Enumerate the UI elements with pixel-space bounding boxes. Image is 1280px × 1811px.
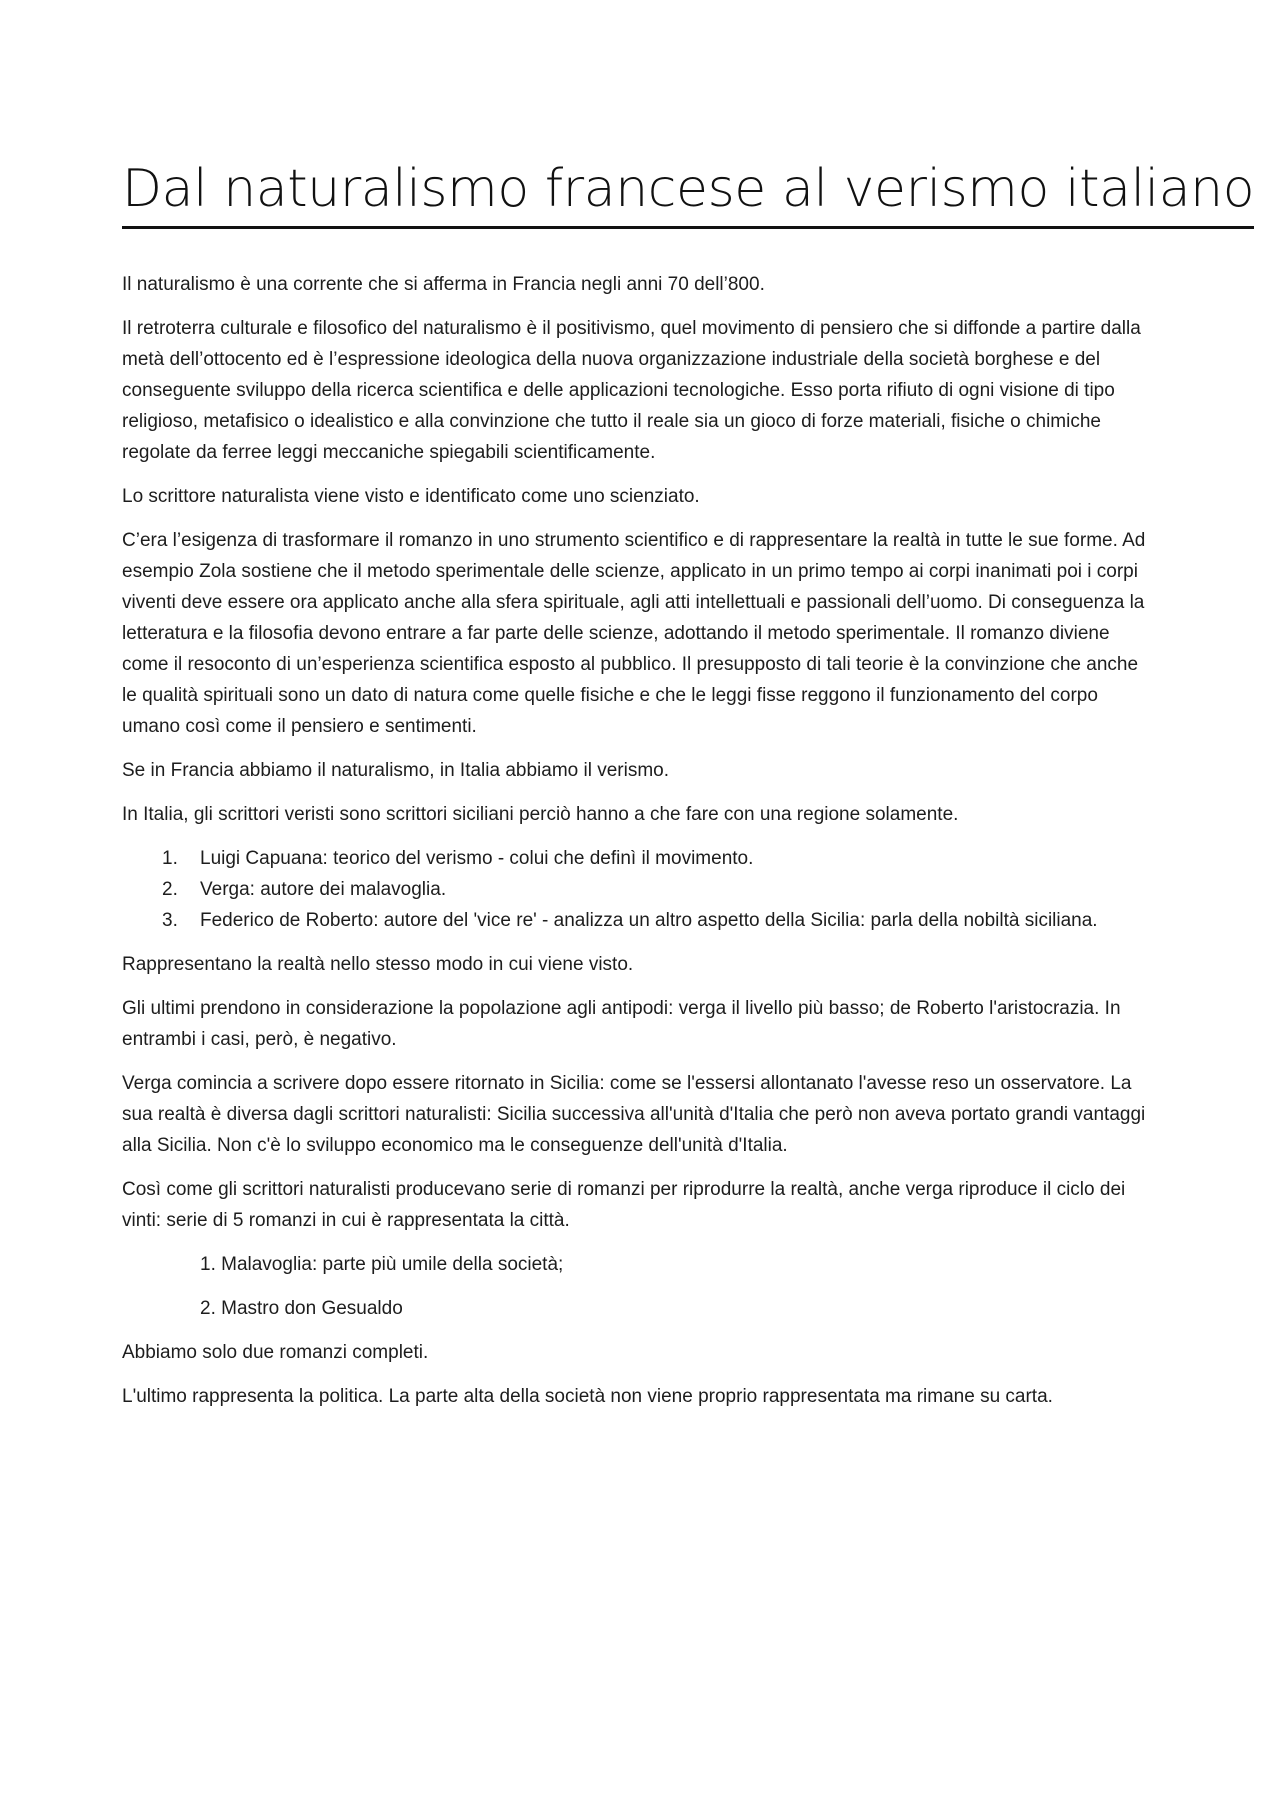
list-item-text: Luigi Capuana: teorico del verismo - colui che definì il movimento.: [200, 848, 754, 869]
paragraph: Abbiamo solo due romanzi completi.: [122, 1342, 429, 1363]
paragraph: Il naturalismo è una corrente che si afferma in Francia negli anni 70 dell’800.: [122, 274, 765, 295]
paragraph: In Italia, gli scrittori veristi sono scrittori siciliani perciò hanno a che fare con una regione solamente.: [122, 804, 959, 825]
paragraph: Lo scrittore naturalista viene visto e identificato come uno scienziato.: [122, 486, 700, 507]
list-item-text: Federico de Roberto: autore del 'vice re' - analizza un altro aspetto della Sicilia: parla della nobiltà siciliana.: [200, 910, 1098, 931]
list-item-text: Verga: autore dei malavoglia.: [200, 879, 447, 900]
list-number: 2.: [162, 879, 178, 900]
paragraph: Verga comincia a scrivere dopo essere ritornato in Sicilia: come se l'essersi allontanato l'avesse reso un osservatore. La sua realtà è diversa dagli scrittori naturalisti: Sicilia successiva all'unità d'Italia che però non aveva portato grandi vantaggi alla Sicilia. Non c'è lo sviluppo economico ma le conseguenze dell'unità d'Italia.: [122, 1073, 1146, 1156]
list-item: [122, 843, 1158, 874]
novels-list: [122, 1249, 1158, 1324]
list-item: 2. Mastro don Gesualdo: [200, 1298, 403, 1319]
document-body: [122, 269, 1158, 1412]
paragraph: Il retroterra culturale e filosofico del naturalismo è il positivismo, quel movimento di pensiero che si diffonde a partire dalla metà dell’ottocento ed è l’espressione ideologica della nuova organizzazione industriale della società borghese e del conseguente sviluppo della ricerca scientifica e delle applicazioni tecnologiche. Esso porta rifiuto di ogni visione di tipo religioso, metafisico o idealistico e alla convinzione che tutto il reale sia un gioco di forze materiali, fisiche o chimiche regolate da ferree leggi meccaniche spiegabili scientificamente.: [122, 318, 1141, 463]
paragraph: Gli ultimi prendono in considerazione la popolazione agli antipodi: verga il livello più basso; de Roberto l'aristocrazia. In entrambi i casi, però, è negativo.: [122, 998, 1121, 1050]
paragraph: L'ultimo rappresenta la politica. La parte alta della società non viene proprio rappresentata ma rimane su carta.: [122, 1386, 1053, 1407]
paragraph: Rappresentano la realtà nello stesso modo in cui viene visto.: [122, 954, 634, 975]
list-number: 3.: [162, 910, 178, 931]
paragraph: Se in Francia abbiamo il naturalismo, in Italia abbiamo il verismo.: [122, 760, 670, 781]
page-title: Dal naturalismo francese al verismo italiano: [122, 158, 1254, 229]
paragraph: C’era l’esigenza di trasformare il romanzo in uno strumento scientifico e di rappresentare la realtà in tutte le sue forme. Ad esempio Zola sostiene che il metodo sperimentale delle scienze, applicato in un primo tempo ai corpi inanimati poi i corpi viventi deve essere ora applicato anche alla sfera spirituale, agli atti intellettuali e passionali dell’uomo. Di conseguenza la letteratura e la filosofia devono entrare a far parte delle scienze, adottando il metodo sperimentale. Il romanzo diviene come il resoconto di un’esperienza scientifica esposto al pubblico. Il presupposto di tali teorie è la convinzione che anche le qualità spirituali sono un dato di natura come quelle fisiche e che le leggi fisse reggono il funzionamento del corpo umano così come il pensiero e sentimenti.: [122, 530, 1146, 737]
list-item: 1. Malavoglia: parte più umile della società;: [200, 1254, 564, 1275]
list-number: 1.: [162, 848, 178, 869]
list-item: [122, 874, 1158, 905]
paragraph: Così come gli scrittori naturalisti producevano serie di romanzi per riprodurre la realtà, anche verga riproduce il ciclo dei vinti: serie di 5 romanzi in cui è rappresentata la città.: [122, 1179, 1126, 1231]
list-item: [122, 905, 1158, 936]
writers-list: [122, 843, 1158, 936]
